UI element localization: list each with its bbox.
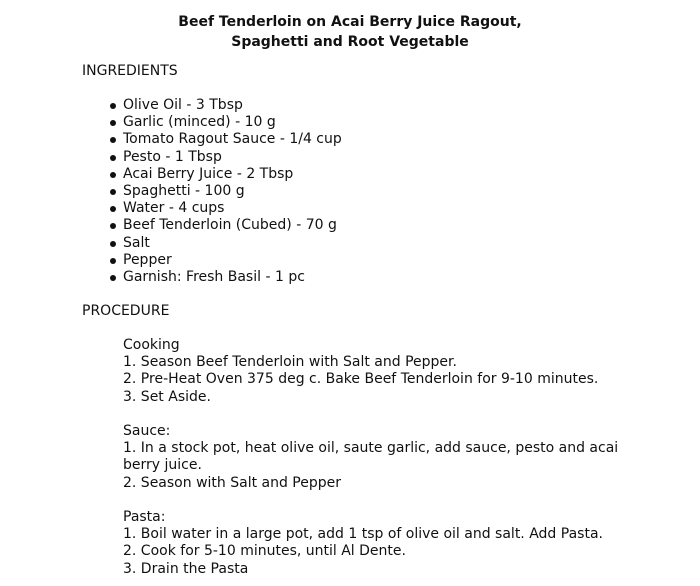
recipe-title	[0, 12, 700, 52]
bullet-icon	[110, 155, 116, 161]
ingredient-item	[107, 131, 342, 148]
cooking-section	[123, 337, 623, 406]
ingredient-text: Pepper	[123, 251, 172, 268]
recipe-title-line-1: Beef Tenderloin on Acai Berry Juice Ragout,	[178, 14, 522, 30]
ingredient-item	[107, 149, 342, 166]
cooking-step: 3. Set Aside.	[123, 388, 211, 405]
ingredient-text: Water - 4 cups	[123, 200, 225, 217]
bullet-icon	[110, 275, 116, 281]
bullet-icon	[110, 103, 116, 109]
ingredient-text: Salt	[123, 234, 150, 251]
ingredient-text: Tomato Ragout Sauce - 1/4 cup	[123, 131, 342, 148]
cooking-step: 2. Pre-Heat Oven 375 deg c. Bake Beef Tenderloin for 9-10 minutes.	[123, 371, 599, 388]
sauce-step: 2. Season with Salt and Pepper	[123, 474, 342, 491]
ingredient-text: Garnish: Fresh Basil - 1 pc	[123, 269, 305, 286]
pasta-step: 1. Boil water in a large pot, add 1 tsp of olive oil and salt. Add Pasta.	[123, 526, 603, 543]
bullet-icon	[110, 241, 116, 247]
procedure-heading: PROCEDURE	[82, 303, 170, 319]
ingredient-text: Acai Berry Juice - 2 Tbsp	[123, 165, 294, 182]
ingredient-text: Pesto - 1 Tbsp	[123, 148, 222, 165]
ingredient-text: Garlic (minced) - 10 g	[123, 114, 276, 131]
ingredient-item	[107, 97, 342, 114]
ingredient-item	[107, 217, 342, 234]
ingredient-item	[107, 183, 342, 200]
pasta-heading: Pasta:	[123, 509, 166, 525]
sauce-section	[123, 423, 623, 492]
bullet-icon	[110, 189, 116, 195]
pasta-section	[123, 509, 623, 578]
recipe-title-line-2: Spaghetti and Root Vegetable	[231, 34, 469, 50]
ingredient-item	[107, 269, 342, 286]
bullet-icon	[110, 120, 116, 126]
cooking-step: 1. Season Beef Tenderloin with Salt and Pepper.	[123, 354, 457, 371]
sauce-heading: Sauce:	[123, 423, 171, 439]
ingredient-item	[107, 114, 342, 131]
ingredient-text: Spaghetti - 100 g	[123, 183, 245, 200]
bullet-icon	[110, 172, 116, 178]
bullet-icon	[110, 223, 116, 229]
cooking-heading: Cooking	[123, 337, 180, 353]
ingredient-item	[107, 252, 342, 269]
sauce-step: 1. In a stock pot, heat olive oil, saute garlic, add sauce, pesto and acai berry juice.	[123, 440, 619, 474]
ingredients-list	[107, 97, 342, 286]
ingredient-text: Olive Oil - 3 Tbsp	[123, 97, 243, 113]
bullet-icon	[110, 206, 116, 212]
ingredient-item	[107, 166, 342, 183]
ingredient-text: Beef Tenderloin (Cubed) - 70 g	[123, 217, 337, 234]
bullet-icon	[110, 137, 116, 143]
ingredients-heading: INGREDIENTS	[82, 63, 178, 79]
bullet-icon	[110, 258, 116, 264]
ingredient-item	[107, 200, 342, 217]
pasta-step: 3. Drain the Pasta	[123, 560, 249, 577]
ingredient-item	[107, 235, 342, 252]
pasta-step: 2. Cook for 5-10 minutes, until Al Dente.	[123, 543, 406, 560]
